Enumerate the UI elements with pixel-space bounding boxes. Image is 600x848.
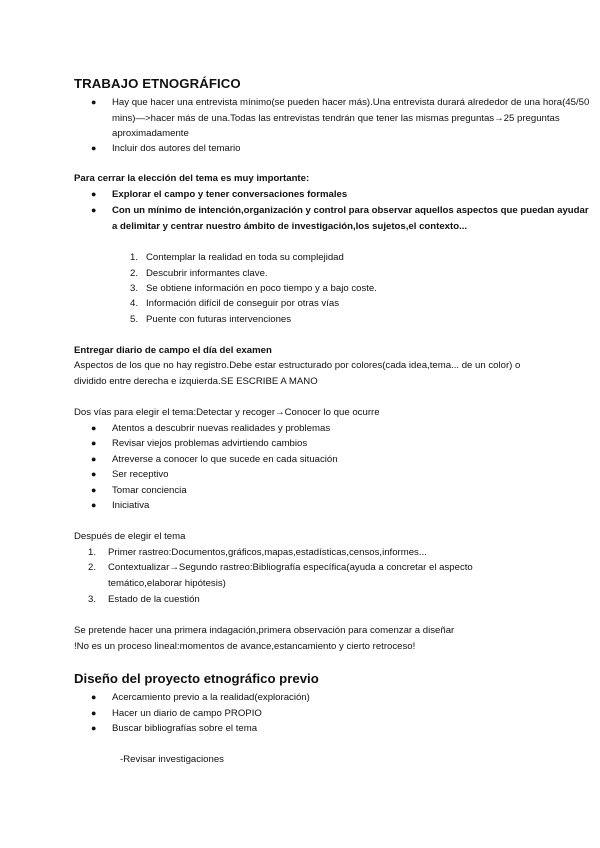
bullet-icon: ● [91,692,97,702]
bullet-icon: ● [91,469,97,479]
theme-heading: Para cerrar la elección del tema es muy importante: [74,173,310,184]
bullet-icon: ● [91,500,97,510]
bullet-icon: ● [91,438,97,448]
document-page: TRABAJO ETNOGRÁFICO ● Hay que hacer una entrevista mínimo(se pueden hacer más).Una entrevista durará alrededor de una hora(45/50 mins)—>hacer más de una.Todas las entrevistas tendrán que tener las mismas preguntas→25 preguntas aproximadamente ● Incluir dos autores del temario Para cerrar la elección del tema es muy importante: ● Explorar el campo y tener conversaciones formales ● Con un mínimo de intención,organización y control para observar aquellos aspectos que puedan ayudar a delimitar y centrar nuestro ámbito de investigación,los sujetos,el contexto... 1. Contemplar la realidad en toda su complejidad 2. Descubrir informantes clave. 3. Se obtiene información en poco tiempo y a bajo coste. 4. Información difícil de conseguir por otras vías 5. Puente con futuras intervenciones Entregar diario de campo el día del examen Aspectos de los que no hay registro.Debe estar estructurado por colores(cada idea,tema... de un color) o dividido entre derecha e izquierda.SE ESCRIBE A MANO Dos vías para elegir el tema:Detectar y recoger→Conocer lo que ocurre ● Atentos a descubrir nuevas realidades y problemas ● Revisar viejos problemas advirtiendo cambios ● Atreverse a conocer lo que sucede en cada situación ● Ser receptivo ● Tomar conciencia ● Iniciativa Después de elegir el tema 1. Primer rastreo:Documentos,gráficos,mapas,estadísticas,censos,informes... 2. Contextualizar→Segundo rastreo:Bibliografía específica(ayuda a concretar el aspecto temático,elaborar hipótesis) 3. Estado de la cuestión Se pretende hacer una primera indagación,primera observación para comenzar a diseñar !No es un proceso lineal:momentos de avance,estancamiento y cierto retroceso! Diseño del proyecto etnográfico previo ● Acercamiento previo a la realidad(exploración) ● Hacer un diario de campo PROPIO ● Buscar bibliografías sobre el tema -Revisar investigaciones [0,0,600,848]
bullet-icon: ● [91,189,97,199]
bullet-icon: ● [91,423,97,433]
review-line: -Revisar investigaciones [120,754,224,765]
intent-line: Se pretende hacer una primera indagación,primera observación para comenzar a diseñar [74,625,455,636]
bullet-icon: ● [91,485,97,495]
bullet-icon: ● [91,708,97,718]
after-heading: Después de elegir el tema [74,531,186,542]
bullet-icon: ● [91,205,97,215]
design-section-title: Diseño del proyecto etnográfico previo [74,671,319,686]
diary-paragraph: Aspectos de los que no hay registro.Debe estar estructurado por colores(cada idea,tema... de un color) o dividido entre derecha e izquierda.SE ESCRIBE A MANO [74,360,521,387]
bullet-icon: ● [91,143,97,153]
bullet-icon: ● [91,454,97,464]
bullet-icon: ● [91,723,97,733]
warning-line: !No es un proceso lineal:momentos de avance,estancamiento y cierto retroceso! [74,641,416,652]
diary-heading: Entregar diario de campo el día del examen [74,345,272,356]
ways-heading: Dos vías para elegir el tema:Detectar y recoger→Conocer lo que ocurre [74,407,380,418]
document-title: TRABAJO ETNOGRÁFICO [74,76,241,91]
bullet-icon: ● [91,97,97,107]
